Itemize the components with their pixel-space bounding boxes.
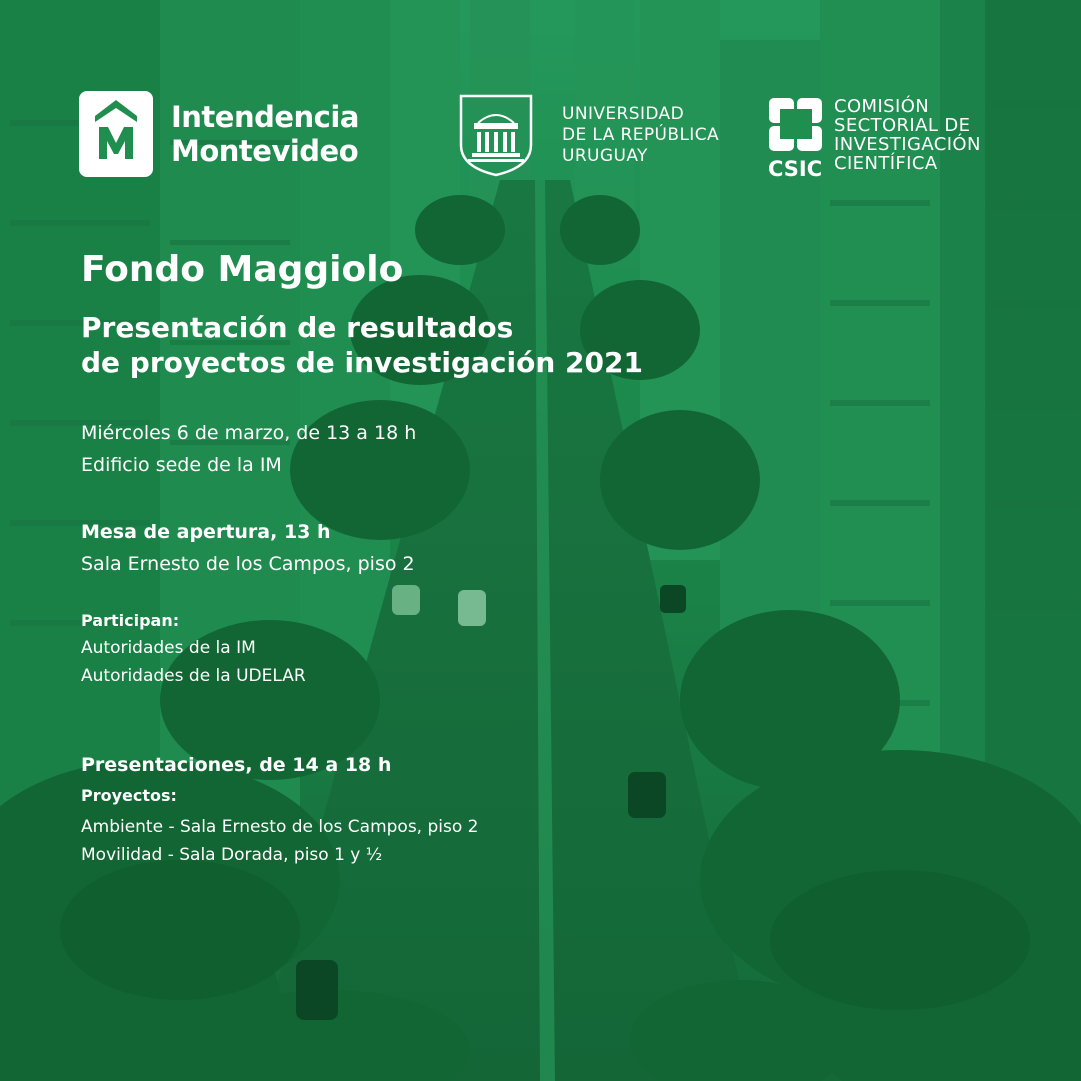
udelar-logo — [458, 93, 719, 177]
participants-label: Participan: — [81, 611, 180, 630]
csic-name-line4: CIENTÍFICA — [834, 153, 938, 174]
udelar-name-line1: UNIVERSIDAD — [562, 103, 685, 124]
csic-name-line1: COMISIÓN — [834, 96, 930, 117]
project-item: Ambiente - Sala Ernesto de los Campos, piso 2 — [81, 817, 479, 837]
udelar-name-line2: DE LA REPÚBLICA — [562, 124, 720, 145]
csic-name-line3: INVESTIGACIÓN — [834, 134, 981, 155]
subtitle-line2: de proyectos de investigación 2021 — [81, 346, 643, 379]
csic-wordmark — [834, 97, 981, 173]
im-house-m-logo-icon — [79, 91, 153, 177]
university-building-crest-icon — [458, 93, 534, 177]
event-subtitle — [81, 310, 643, 380]
csic-name-line2: SECTORIAL DE — [834, 115, 971, 136]
projects-label: Proyectos: — [81, 786, 177, 805]
im-name-line1: Intendencia — [171, 100, 359, 134]
udelar-name-line3: URUGUAY — [562, 145, 648, 166]
im-wordmark — [171, 100, 359, 168]
participant-item: Autoridades de la UDELAR — [81, 666, 306, 686]
udelar-wordmark — [562, 104, 719, 167]
presentations-heading: Presentaciones, de 14 a 18 h — [81, 754, 392, 776]
event-venue: Edificio sede de la IM — [81, 454, 282, 476]
project-item: Movilidad - Sala Dorada, piso 1 y ½ — [81, 845, 383, 865]
participant-item: Autoridades de la IM — [81, 638, 256, 658]
subtitle-line1: Presentación de resultados — [81, 311, 514, 344]
event-date: Miércoles 6 de marzo, de 13 a 18 h — [81, 422, 417, 444]
event-title: Fondo Maggiolo — [81, 249, 404, 290]
csic-squares-logo-icon — [768, 97, 824, 177]
opening-heading: Mesa de apertura, 13 h — [81, 521, 331, 543]
csic-abbr: CSIC — [768, 157, 823, 177]
im-name-line2: Montevideo — [171, 134, 359, 168]
im-logo — [79, 91, 359, 177]
csic-logo — [768, 97, 981, 177]
opening-room: Sala Ernesto de los Campos, piso 2 — [81, 553, 415, 575]
